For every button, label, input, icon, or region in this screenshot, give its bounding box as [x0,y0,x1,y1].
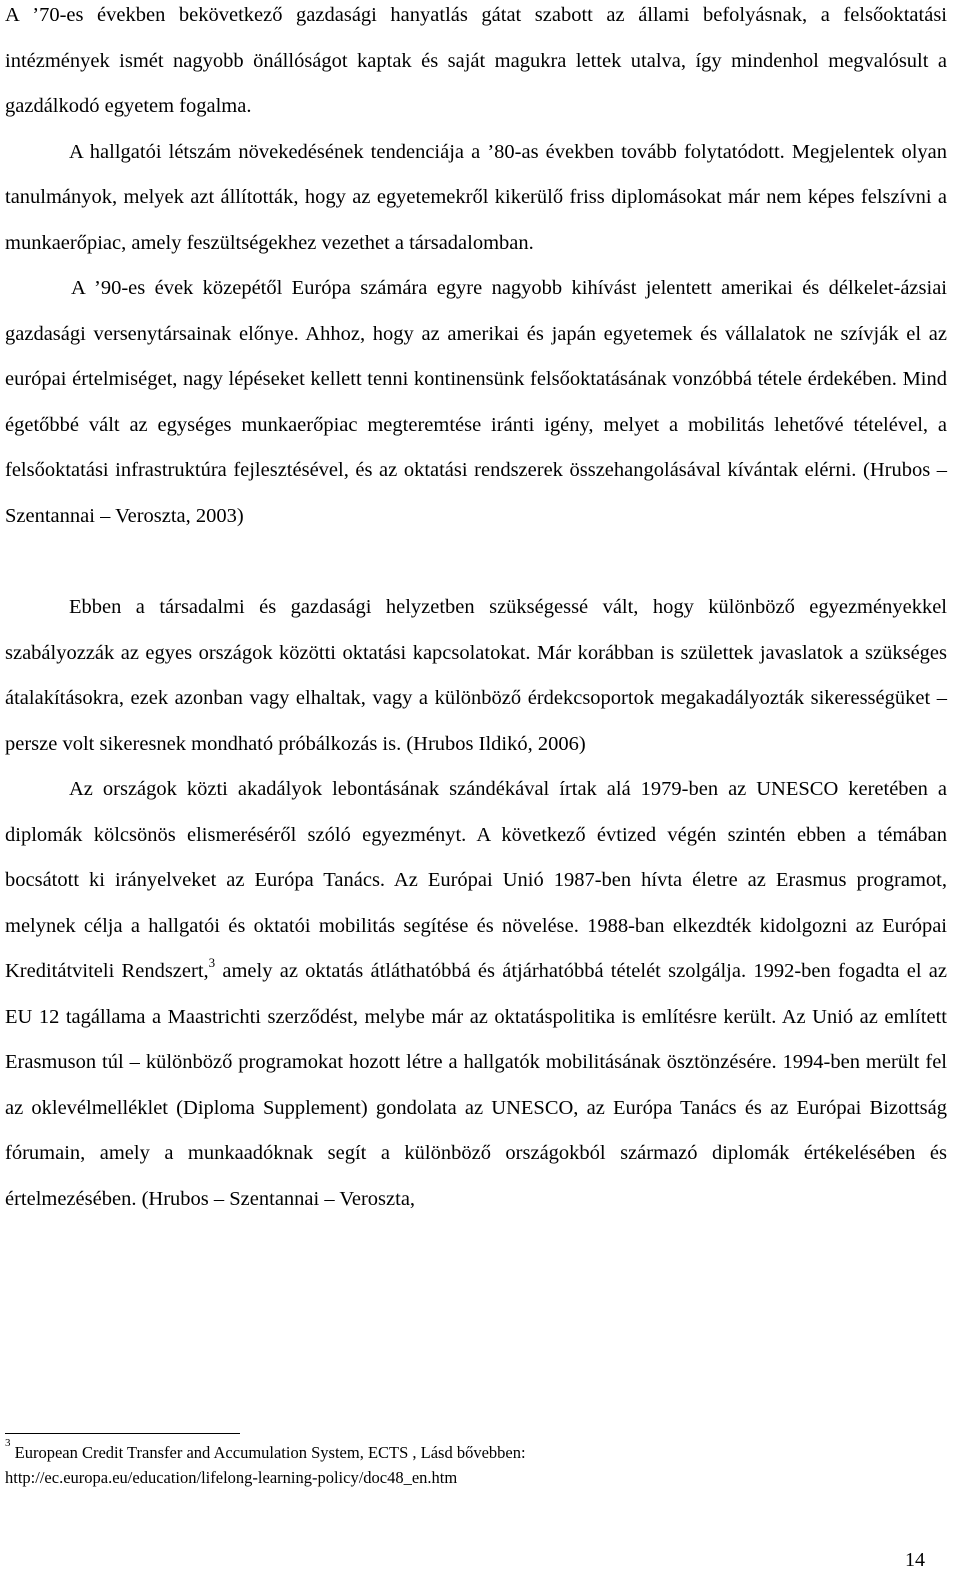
paragraph-3: A ’90-es évek közepétől Európa számára egyre nagyobb kihívást jelentett amerikai és délkelet-ázsiai gazdasági versenytársainak előnye. Ahhoz, hogy az amerikai és japán egyetemek és vállalatok ne szívják el az európai értelmiséget, nagy lépéseket kellett tenni kontinensünk felsőoktatásának vonzóbbá tétele érdekében. Mind égetőbbé vált az egységes munkaerőpiac megteremtése iránti igény, melyet a mobilitás lehetővé tételével, a felsőoktatási infrastruktúra fejlesztésével, és az oktatási rendszerek összehangolásával kívántak elérni. (Hrubos – Szentannai – Veroszta, 2003) [5,277,947,527]
footnote-line-1 [5,1436,945,1465]
paragraph-5 [5,767,947,1222]
footnote-separator [5,1433,240,1434]
paragraph-2: A hallgatói létszám növekedésének tendenciája a ’80-as években tovább folytatódott. Megjelentek olyan tanulmányok, melyek azt állították, hogy az egyetemekről kikerülő friss diplomásokat már nem képes felszívni a munkaerőpiac, amely feszültségekhez vezethet a társadalomban. [5,140,947,254]
paragraph-5-text-b: amely az oktatás átláthatóbbá és átjárhatóbbá tételét szolgálja. 1992-ben fogadta el az EU 12 tagállama a Maastrichti szerződést, melybe már az oktatáspolitika is említésre került. Az Unió az említett Erasmuson túl – különböző programokat hozott létre a hallgatók mobilitásának ösztönzésére. 1994-ben merült fel az oklevélmelléklet (Diploma Supplement) gondolata az UNESCO, az Európa Tanács és az Európai Bizottság fórumain, amely a munkaadóknak segít a különböző országokból származó diplomák értékelésében és értelmezésében. (Hrubos – Szentannai – Veroszta, [5,960,947,1210]
footnote [5,1436,945,1490]
paragraph-1: A ’70-es években bekövetkező gazdasági hanyatlás gátat szabott az állami befolyásnak, a felsőoktatási intézmények ismét nagyobb önállóságot kaptak és saját magukra lettek utalva, így mindenhol megvalósult a gazdálkodó egyetem fogalma. [5,4,947,117]
paragraph-5-text-a: Az országok közti akadályok lebontásának szándékával írtak alá 1979-ben az UNESCO keretében a diplomák kölcsönös elismeréséről szóló egyezményt. A következő évtized végén szintén ebben a témában bocsátott ki irányelveket az Európa Tanács. Az Európai Unió 1987-ben hívta életre az Erasmus programot, melynek célja a hallgatói és oktatói mobilitás segítése és növelése. 1988-ban elkezdték kidolgozni az Európai Kreditátviteli Rendszert, [5,778,947,982]
footnote-marker: 3 [5,1436,11,1449]
body-text [5,0,947,1222]
paragraph-4: Ebben a társadalmi és gazdasági helyzetben szükségessé vált, hogy különböző egyezményekkel szabályozzák az egyes országok közötti oktatási kapcsolatokat. Már korábban is születtek javaslatok a szükséges átalakításokra, ezek azonban vagy elhaltak, vagy a különböző érdekcsoportok megakadályozták sikerességüket – persze volt sikeresnek mondható próbálkozás is. (Hrubos Ildikó, 2006) [5,596,947,755]
footnote-link[interactable]: http://ec.europa.eu/education/lifelong-learning-policy/doc48_en.htm [5,1468,458,1487]
footnote-reference[interactable]: 3 [208,955,216,971]
footnote-text: European Credit Transfer and Accumulation System, ECTS , Lásd bővebben: [10,1443,526,1462]
page-number: 14 [905,1549,925,1571]
